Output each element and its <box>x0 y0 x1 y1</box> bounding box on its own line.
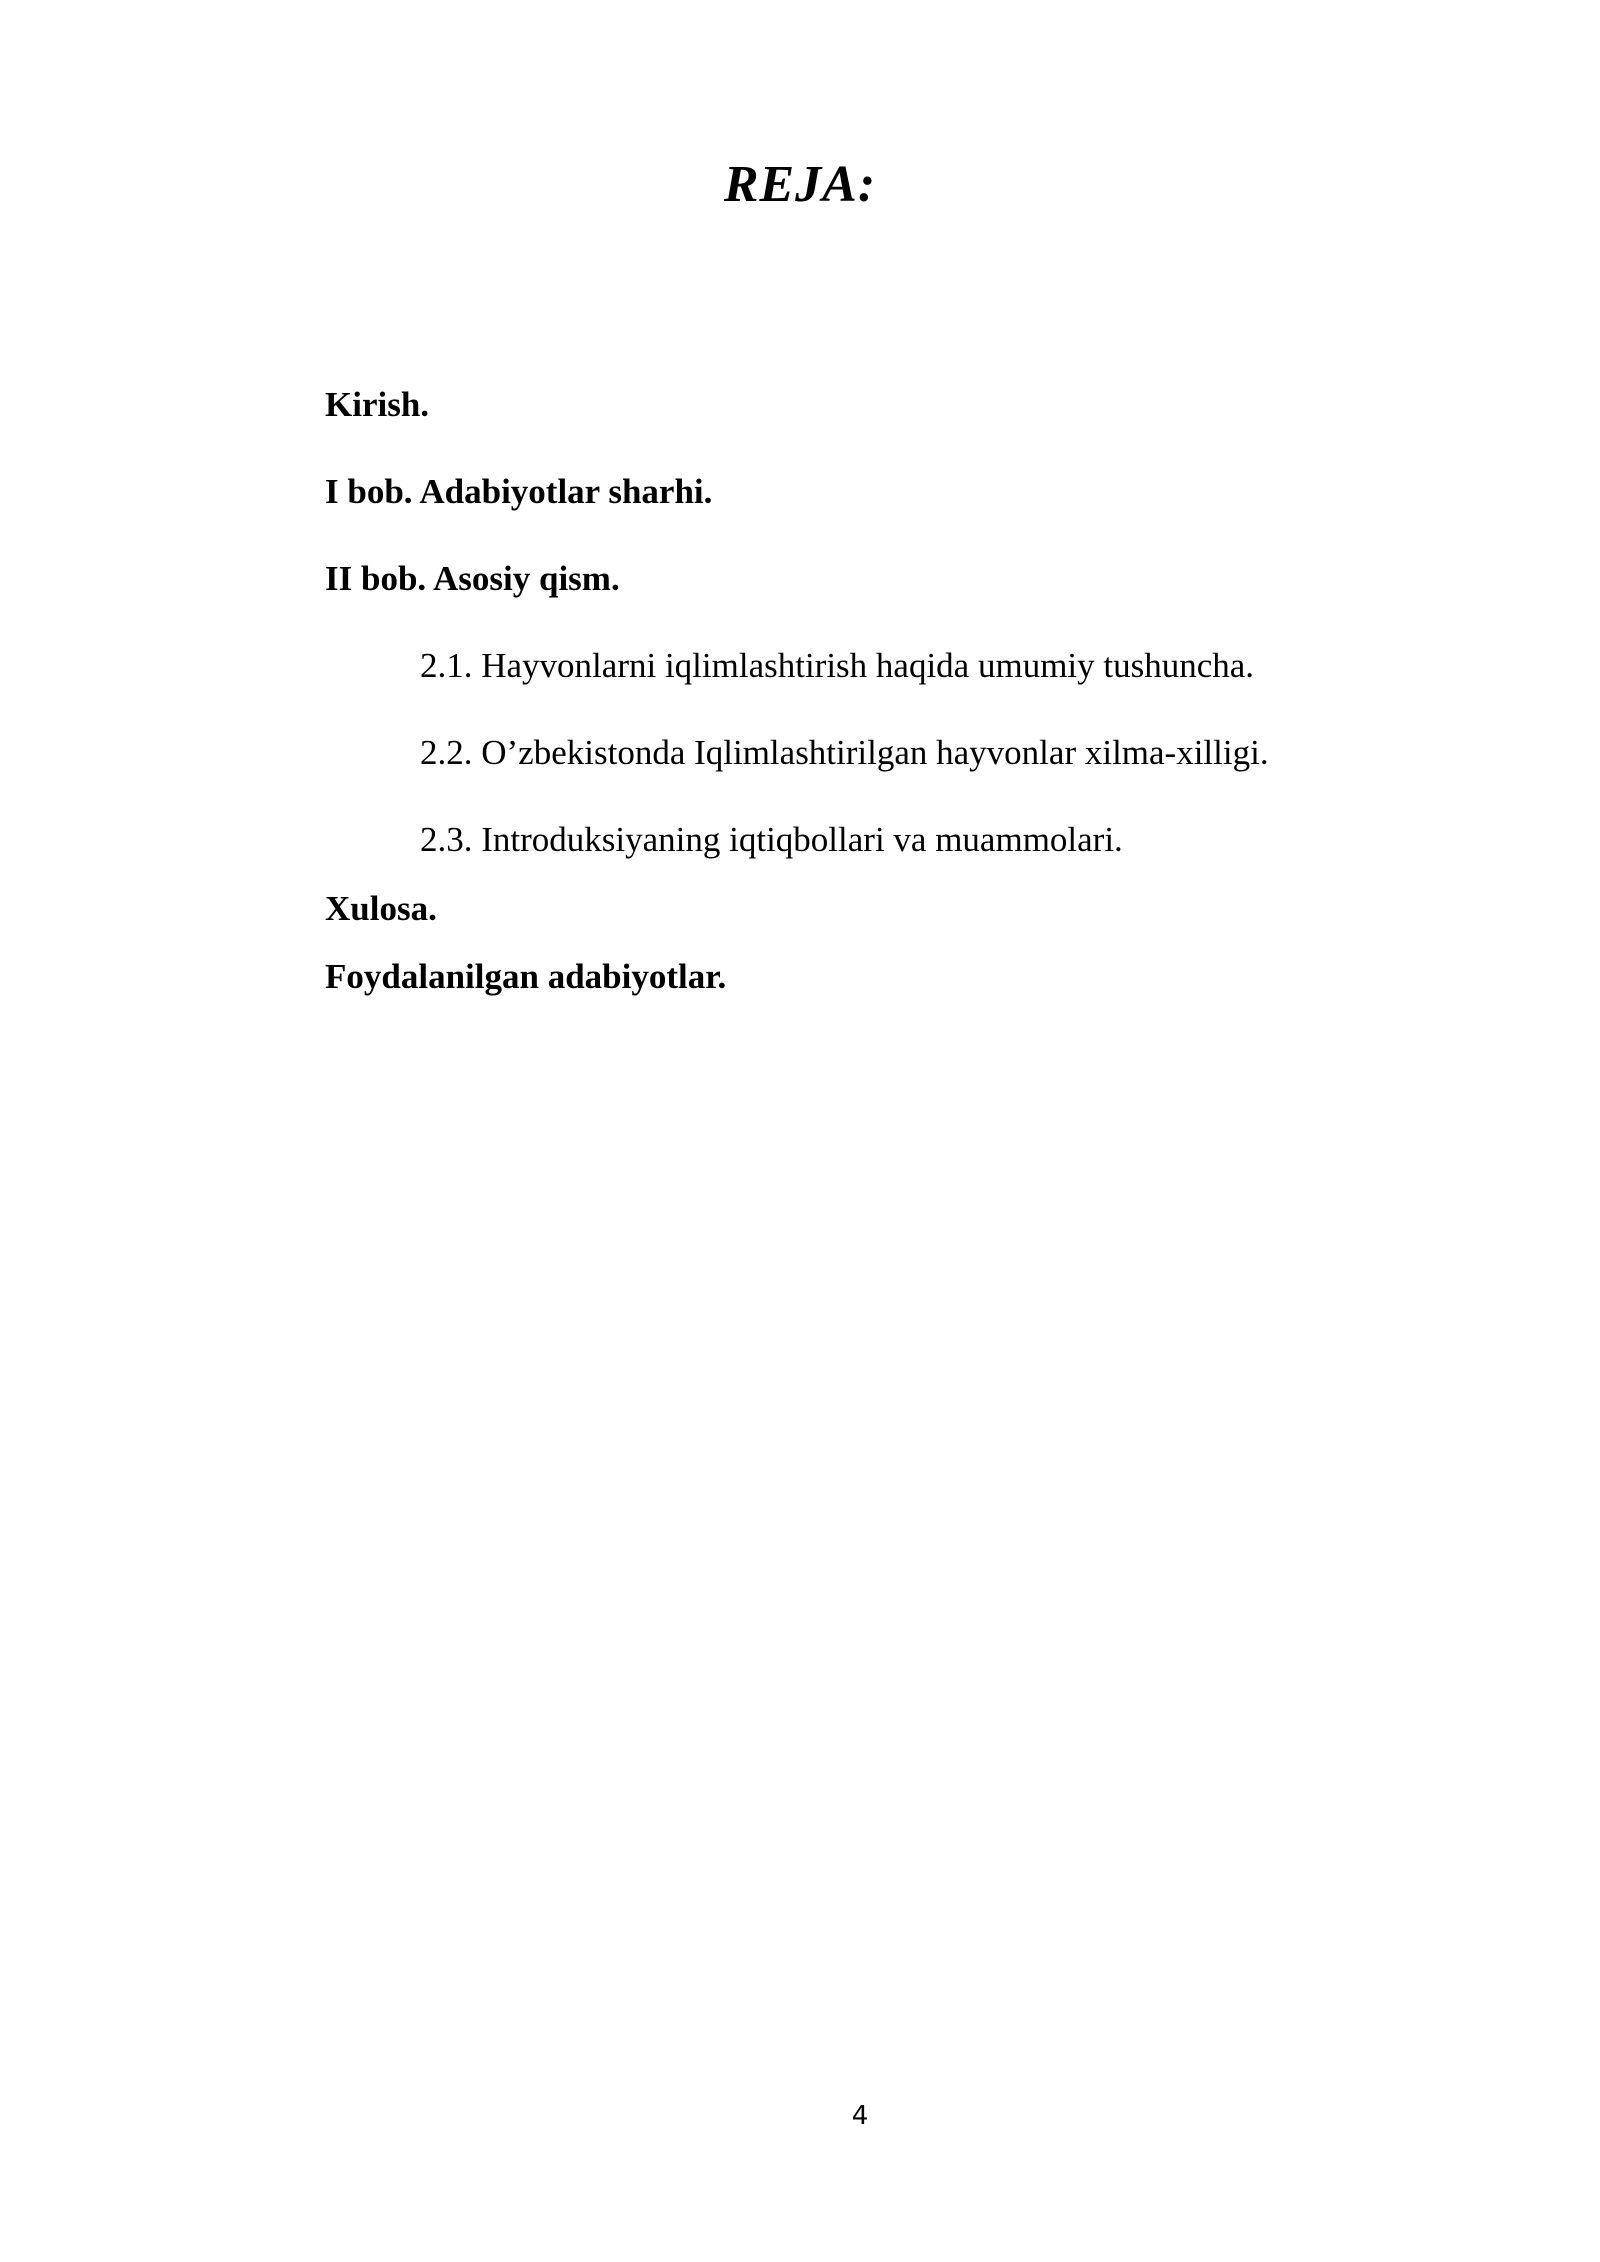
toc-item-references: Foydalanilgan adabiyotlar. <box>325 957 727 996</box>
toc-subitem-2-1: 2.1. Hayvonlarni iqlimlashtirish haqida umumiy tushuncha. <box>420 646 1255 685</box>
toc-item-chapter-2: II bob. Asosiy qism. <box>325 559 620 598</box>
toc-item-xulosa: Xulosa. <box>325 889 437 928</box>
toc-subitem-2-2: 2.2. O’zbekistonda Iqlimlashtirilgan hayvonlar xilma-xilligi. <box>420 733 1269 772</box>
page-number: 4 <box>851 2101 869 2131</box>
page-title: REJA: <box>723 156 877 213</box>
toc-subitem-2-3: 2.3. Introduksiyaning iqtiqbollari va muammolari. <box>420 820 1123 859</box>
toc-item-chapter-1: I bob. Adabiyotlar sharhi. <box>325 472 713 511</box>
toc-item-kirish: Kirish. <box>325 385 430 424</box>
